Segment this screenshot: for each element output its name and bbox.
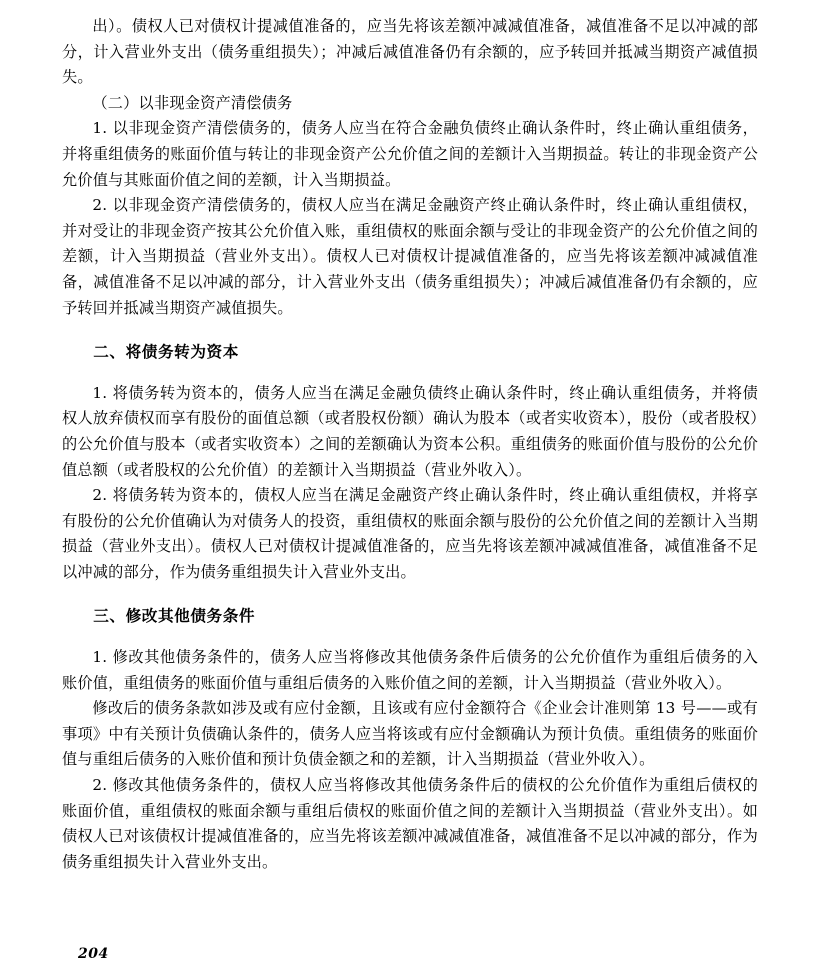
page-number: 204 [78, 946, 109, 962]
spacer [62, 629, 758, 645]
page-body [62, 14, 758, 875]
heading-section-two: 二、将债务转为资本 [93, 342, 239, 362]
spacer [62, 585, 758, 603]
heading-section-three: 三、修改其他债务条件 [93, 606, 256, 626]
para-item-2-capital-creditor: 2. 将债务转为资本的，债权人应当在满足金融资产终止确认条件时，终止确认重组债权，并将享有股份的公允价值确认为对债务人的投资，重组债权的账面余额与股份的公允价值之间的差额计入当期损益（营业外支出）。债权人已对债权计提减值准备的，应当先将该差额冲减减值准备，减值准备不足以冲减的部分，作为债务重组损失计入营业外支出。 [62, 486, 758, 581]
para-item-2-noncash-creditor: 2. 以非现金资产清偿债务的，债权人应当在满足金融资产终止确认条件时，终止确认重组债权，并对受让的非现金资产按其公允价值入账，重组债权的账面余额与受让的非现金资产的公允价值之间的差额，计入当期损益（营业外支出）。债权人已对债权计提减值准备的，应当先将该差额冲减减值准备，减值准备不足以冲减的部分，计入营业外支出（债务重组损失）；冲减后减值准备仍有余额的，应予转回并抵减当期资产减值损失。 [62, 196, 758, 317]
para-item-1-capital-debtor: 1. 将债务转为资本的，债务人应当在满足金融负债终止确认条件时，终止确认重组债务，并将债权人放弃债权而享有股份的面值总额（或者股权份额）确认为股本（或者实收资本），股份（或者股权）的公允价值与股本（或者实收资本）之间的差额确认为资本公积。重组债务的账面价值与股份的公允价值总额（或者股权的公允价值）的差额计入当期损益（营业外收入）。 [62, 383, 758, 479]
spacer [62, 365, 758, 381]
para-continuation-debt-provision: 出）。债权人已对债权计提减值准备的，应当先将该差额冲减减值准备，减值准备不足以冲减的部分，计入营业外支出（债务重组损失）；冲减后减值准备仍有余额的，应予转回并抵减当期资产减值损失。 [62, 17, 758, 87]
para-item-2-modify-creditor: 2. 修改其他债务条件的，债权人应当将修改其他债务条件后的债权的公允价值作为重组后债权的账面价值，重组债权的账面余额与重组后债权的账面价值之间的差额计入当期损益（营业外支出）。如债权人已对该债权计提减值准备的，应当先将该差额冲减减值准备，减值准备不足以冲减的部分，作为债务重组损失计入营业外支出。 [62, 776, 758, 871]
spacer [62, 321, 758, 339]
para-subsection-two-title: （二）以非现金资产清偿债务 [92, 93, 293, 112]
para-item-1-noncash-debtor: 1. 以非现金资产清偿债务的，债务人应当在符合金融负债终止确认条件时，终止确认重组债务，并将重组债务的账面价值与转让的非现金资产公允价值之间的差额计入当期损益。转让的非现金资产公允价值与其账面价值之间的差额，计入当期损益。 [62, 119, 758, 189]
para-modify-contingent: 修改后的债务条款如涉及或有应付金额，且该或有应付金额符合《企业会计准则第 13 号——或有事项》中有关预计负债确认条件的，债务人应当将该或有应付金额确认为预计负债。重组债务的账面价值与重组后债务的入账价值和预计负债金额之和的差额，计入当期损益（营业外收入）。 [62, 699, 758, 769]
para-item-1-modify-debtor: 1. 修改其他债务条件的，债务人应当将修改其他债务条件后债务的公允价值作为重组后债务的入账价值，重组债务的账面价值与重组后债务的入账价值之间的差额，计入当期损益（营业外收入）。 [62, 648, 758, 692]
